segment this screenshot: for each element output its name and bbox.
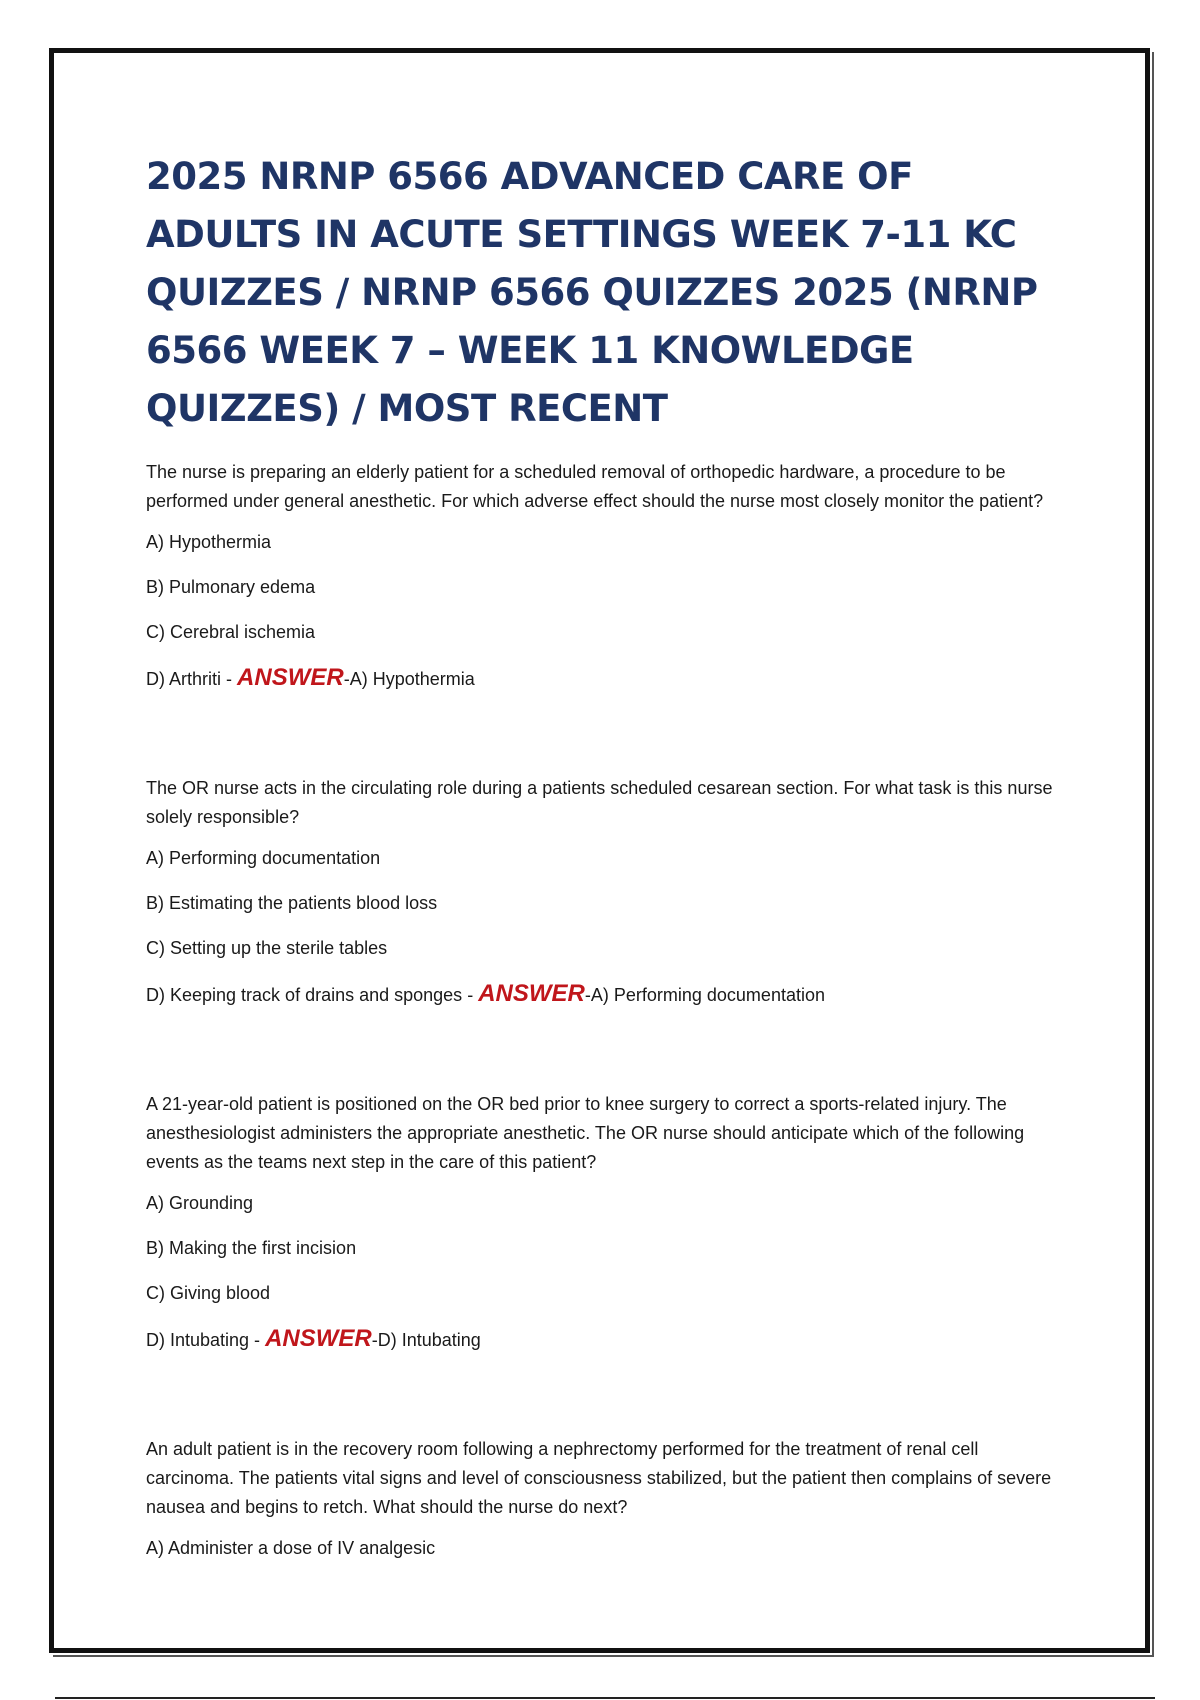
answer-text: -A) Performing documentation [584, 985, 825, 1005]
option-d-with-answer [146, 971, 1066, 1018]
option-c: C) Giving blood [146, 1283, 271, 1303]
answer-text: -D) Intubating [371, 1330, 481, 1350]
question-4 [146, 1435, 1066, 1571]
answer-label: ANSWER [265, 1325, 372, 1352]
answer-text: -A) Hypothermia [343, 669, 475, 689]
option-b: B) Estimating the patients blood loss [146, 893, 438, 913]
question-text: A 21-year-old patient is positioned on the OR bed prior to knee surgery to correct a sports-related injury. The anesthesiologist administers the appropriate anesthetic. The OR nurse should anticipate which of the following events as the teams next step in the care of this patient? [146, 1094, 1025, 1172]
question-2 [146, 774, 1066, 1018]
option-c: C) Cerebral ischemia [146, 622, 316, 642]
footer-rule [55, 1697, 1155, 1699]
document-title: 2025 NRNP 6566 ADVANCED CARE OF ADULTS IN ACUTE SETTINGS WEEK 7-11 KC QUIZZES / NRNP 6566 QUIZZES 2025 (NRNP 6566 WEEK 7 – WEEK 11 KNOWLEDGE QUIZZES) / MOST RECENT [146, 155, 1038, 430]
option-d: D) Intubating - [146, 1330, 261, 1350]
question-3 [146, 1090, 1066, 1363]
question-1 [146, 458, 1066, 702]
question-text: The nurse is preparing an elderly patient for a scheduled removal of orthopedic hardware, a procedure to be performed under general anesthetic. For which adverse effect should the nurse most closely monitor the patient? [146, 462, 1044, 511]
option-b: B) Making the first incision [146, 1238, 357, 1258]
question-text: An adult patient is in the recovery room following a nephrectomy performed for the treatment of renal cell carcinoma. The patients vital signs and level of consciousness stabilized, but the patient then complains of severe nausea and begins to retch. What should the nurse do next? [146, 1439, 1052, 1517]
option-d: D) Keeping track of drains and sponges - [146, 985, 474, 1005]
option-d-with-answer [146, 1316, 1066, 1363]
option-a: A) Grounding [146, 1193, 254, 1213]
option-a: A) Hypothermia [146, 532, 272, 552]
answer-label: ANSWER [237, 664, 344, 691]
option-a: A) Performing documentation [146, 848, 381, 868]
question-text: The OR nurse acts in the circulating role during a patients scheduled cesarean section. For what task is this nurse solely responsible? [146, 778, 1053, 827]
document-content [146, 148, 1066, 1571]
answer-label: ANSWER [478, 980, 585, 1007]
option-c: C) Setting up the sterile tables [146, 938, 388, 958]
option-a: A) Administer a dose of IV analgesic [146, 1538, 436, 1558]
option-d-with-answer [146, 655, 1066, 702]
option-d: D) Arthriti - [146, 669, 233, 689]
option-b: B) Pulmonary edema [146, 577, 316, 597]
